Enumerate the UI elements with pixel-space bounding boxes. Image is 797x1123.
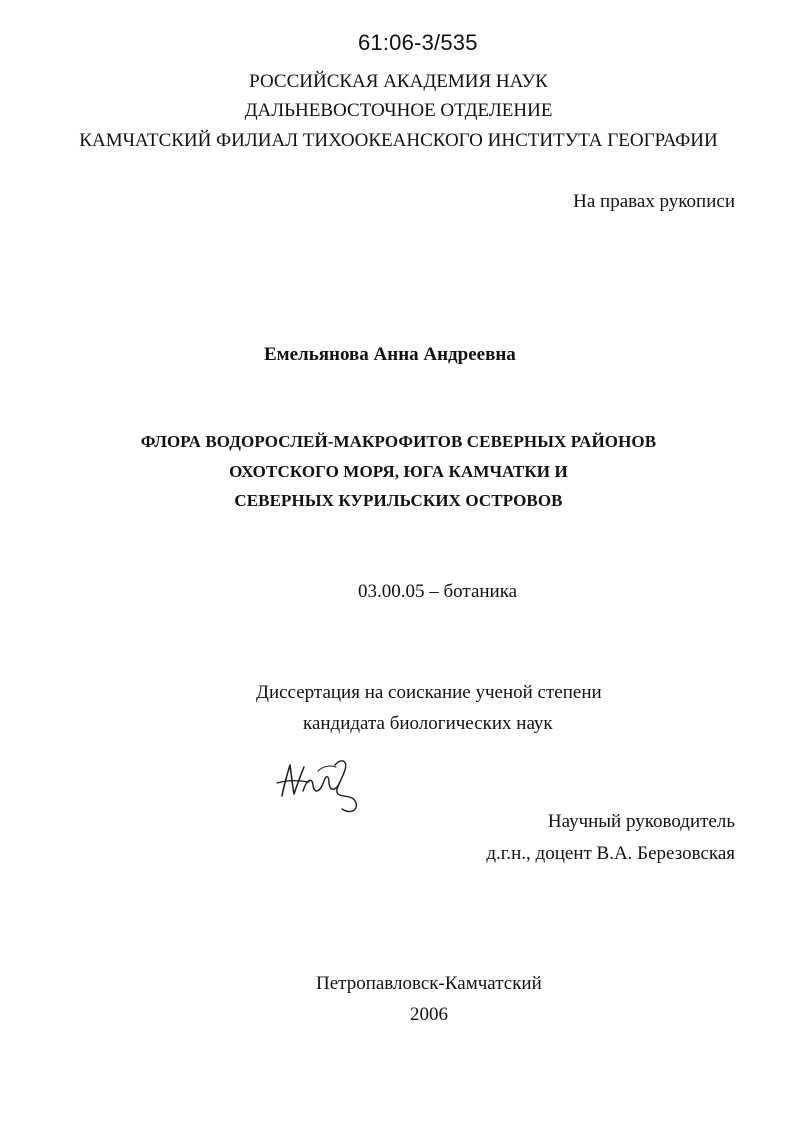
publication-year: 2006 [410, 1004, 448, 1025]
supervisor-role: Научный руководитель [547, 811, 735, 832]
institution-line-3: КАМЧАТСКИЙ ФИЛИАЛ ТИХООКЕАНСКОГО ИНСТИТУТА ГЕОГРАФИИ [79, 130, 718, 151]
archive-code: 61:06-3/535 [358, 30, 478, 55]
supervisor-name: д.г.н., доцент В.А. Березовская [486, 843, 735, 864]
institution-line-2: ДАЛЬНЕВОСТОЧНОЕ ОТДЕЛЕНИЕ [244, 100, 553, 121]
dissertation-title-line-3: СЕВЕРНЫХ КУРИЛЬСКИХ ОСТРОВОВ [234, 491, 563, 510]
specialty-code: 03.00.05 – ботаника [358, 581, 518, 602]
manuscript-rights-note: На правах рукописи [573, 191, 735, 212]
degree-line-1: Диссертация на соискание ученой степени [256, 682, 602, 703]
publication-city: Петропавловск-Камчатский [316, 973, 542, 994]
degree-line-2: кандидата биологических наук [303, 713, 553, 734]
handwritten-signature [274, 755, 370, 815]
dissertation-title-line-1: ФЛОРА ВОДОРОСЛЕЙ-МАКРОФИТОВ СЕВЕРНЫХ РАЙОНОВ [140, 432, 657, 451]
author-name: Емельянова Анна Андреевна [264, 344, 516, 365]
dissertation-title-line-2: ОХОТСКОГО МОРЯ, ЮГА КАМЧАТКИ И [229, 462, 568, 481]
institution-line-1: РОССИЙСКАЯ АКАДЕМИЯ НАУК [249, 71, 548, 92]
